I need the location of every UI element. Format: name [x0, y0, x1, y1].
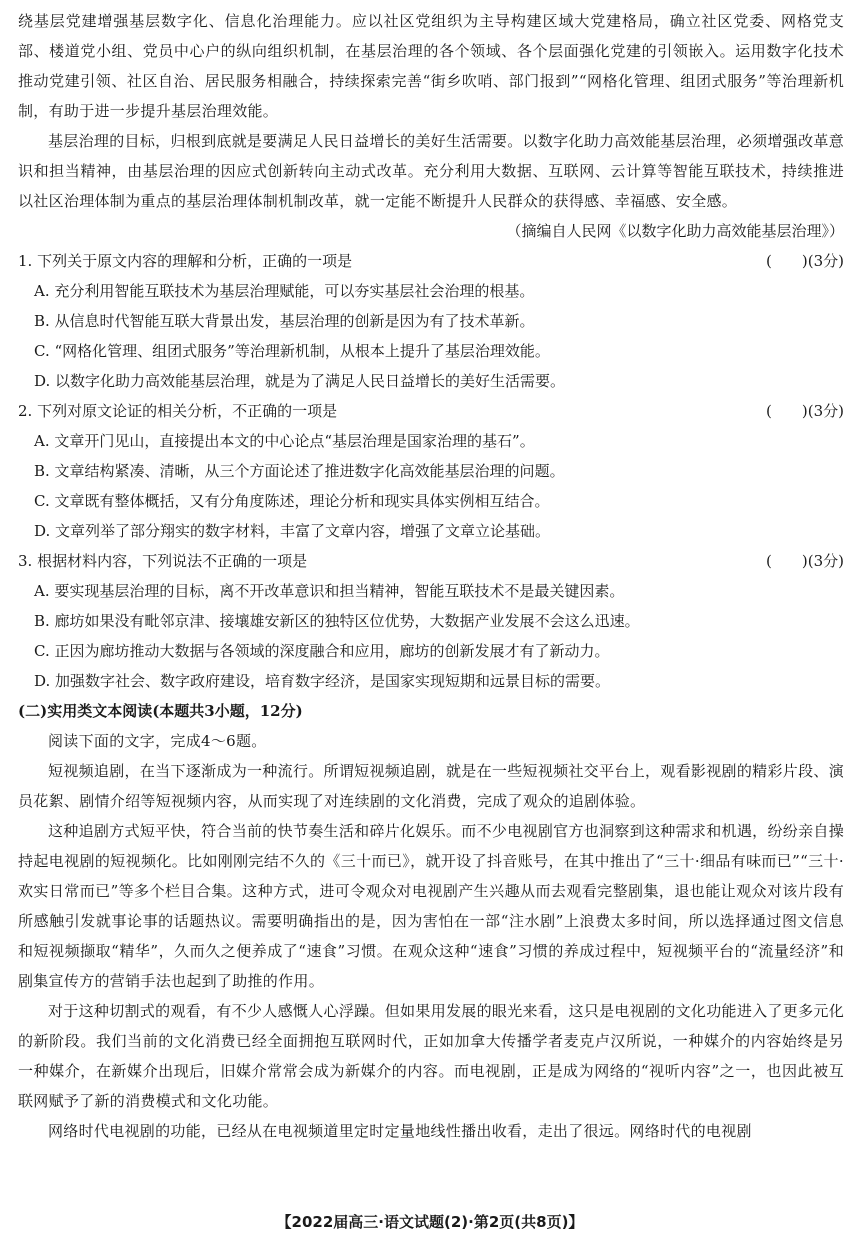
page-footer: 【2022届高三·语文试题(2)·第2页(共8页)】 [276, 1213, 584, 1231]
option-d: D. 以数字化助力高效能基层治理，就是为了满足人民日益增长的美好生活需要。 [34, 372, 566, 390]
question-stem: 3. 根据材料内容，下列说法不正确的一项是 [18, 552, 308, 570]
option-d: D. 加强数字社会、数字政府建设，培育数字经济，是国家实现短期和远景目标的需要。 [34, 672, 611, 690]
question-stem: 1. 下列关于原文内容的理解和分析，正确的一项是 [18, 252, 353, 270]
passage-paragraph: 网络时代电视剧的功能，已经从在电视频道里定时定量地线性播出收看，走出了很远。网络时代的电视剧 [48, 1122, 752, 1140]
answer-blank-score: ( )(3分) [766, 402, 844, 420]
option-d: D. 文章列举了部分翔实的数字材料，丰富了文章内容，增强了文章立论基础。 [34, 522, 551, 540]
source-citation: （摘编自人民网《以数字化助力高效能基层治理》） [506, 222, 844, 240]
answer-blank-score: ( )(3分) [766, 552, 844, 570]
question-stem: 2. 下列对原文论证的相关分析，不正确的一项是 [18, 402, 338, 420]
option-a: A. 要实现基层治理的目标，离不开改革意识和担当精神，智能互联技术不是最关键因素。 [34, 582, 625, 600]
passage-paragraph: 这种追剧方式短平快，符合当前的快节奏生活和碎片化娱乐。而不少电视剧官方也洞察到这种需求和机遇，纷纷亲自操持起电视剧的短视频化。比如刚刚完结不久的《三十而已》，就开设了抖音账号，在其中推出了“三十·细品有味而已”“三十·欢实日常而已”等多个栏目合集。这种方式，进可令观众对电视剧产生兴趣从而去观看完整剧集，退也能让观众对该片段有所感触引发就事论事的话题热议。需要明确指出的是，因为害怕在一部“注水剧”上浪费太多时间，所以选择通过图文信息和短视频撷取“精华”，久而久之便养成了“速食”习惯。在观众这种“速食”习惯的养成过程中，短视频平台的“流量经济”和剧集宣传方的营销手法也起到了助推的作用。 [18, 822, 844, 990]
option-b: B. 廊坊如果没有毗邻京津、接壤雄安新区的独特区位优势，大数据产业发展不会这么迅速。 [34, 612, 640, 630]
exam-page [18, 6, 844, 1146]
passage-paragraph: 基层治理的目标，归根到底就是要满足人民日益增长的美好生活需要。以数字化助力高效能基层治理，必须增强改革意识和担当精神，由基层治理的因应式创新转向主动式改革。充分利用大数据、互联网、云计算等智能互联技术，持续推进以社区治理体制为重点的基层治理体制机制改革，就一定能不断提升人民群众的获得感、幸福感、安全感。 [18, 132, 844, 210]
section-instruction: 阅读下面的文字，完成4～6题。 [48, 732, 267, 750]
answer-blank-score: ( )(3分) [766, 252, 844, 270]
question-1 [18, 246, 844, 396]
question-2 [18, 396, 844, 546]
option-c: C. “网格化管理、组团式服务”等治理新机制，从根本上提升了基层治理效能。 [34, 342, 550, 360]
option-b: B. 从信息时代智能互联大背景出发，基层治理的创新是因为有了技术革新。 [34, 312, 535, 330]
option-c: C. 正因为廊坊推动大数据与各领域的深度融合和应用，廊坊的创新发展才有了新动力。 [34, 642, 610, 660]
option-a: A. 文章开门见山，直接提出本文的中心论点“基层治理是国家治理的基石”。 [34, 432, 535, 450]
option-c: C. 文章既有整体概括，又有分角度陈述，理论分析和现实具体实例相互结合。 [34, 492, 550, 510]
section-title: (二)实用类文本阅读(本题共3小题，12分) [18, 702, 303, 720]
option-a: A. 充分利用智能互联技术为基层治理赋能，可以夯实基层社会治理的根基。 [34, 282, 535, 300]
passage-paragraph: 绕基层党建增强基层数字化、信息化治理能力。应以社区党组织为主导构建区域大党建格局，确立社区党委、网格党支部、楼道党小组、党员中心户的纵向组织机制，在基层治理的各个领域、各个层面强化党建的引领嵌入。运用数字化技术推动党建引领、社区自治、居民服务相融合，持续探索完善“街乡吹哨、部门报到”“网格化管理、组团式服务”等治理新机制，有助于进一步提升基层治理效能。 [18, 12, 844, 120]
passage-paragraph: 对于这种切割式的观看，有不少人感慨人心浮躁。但如果用发展的眼光来看，这只是电视剧的文化功能进入了更多元化的新阶段。我们当前的文化消费已经全面拥抱互联网时代，正如加拿大传播学者麦克卢汉所说，一种媒介的内容始终是另一种媒介，在新媒介出现后，旧媒介常常会成为新媒介的内容。而电视剧，正是成为网络的“视听内容”之一，也因此被互联网赋予了新的消费模式和文化功能。 [18, 1002, 844, 1110]
question-3 [18, 546, 844, 696]
option-b: B. 文章结构紧凑、清晰，从三个方面论述了推进数字化高效能基层治理的问题。 [34, 462, 565, 480]
passage-paragraph: 短视频追剧，在当下逐渐成为一种流行。所谓短视频追剧，就是在一些短视频社交平台上，观看影视剧的精彩片段、演员花絮、剧情介绍等短视频内容，从而实现了对连续剧的文化消费，完成了观众的追剧体验。 [18, 762, 844, 810]
